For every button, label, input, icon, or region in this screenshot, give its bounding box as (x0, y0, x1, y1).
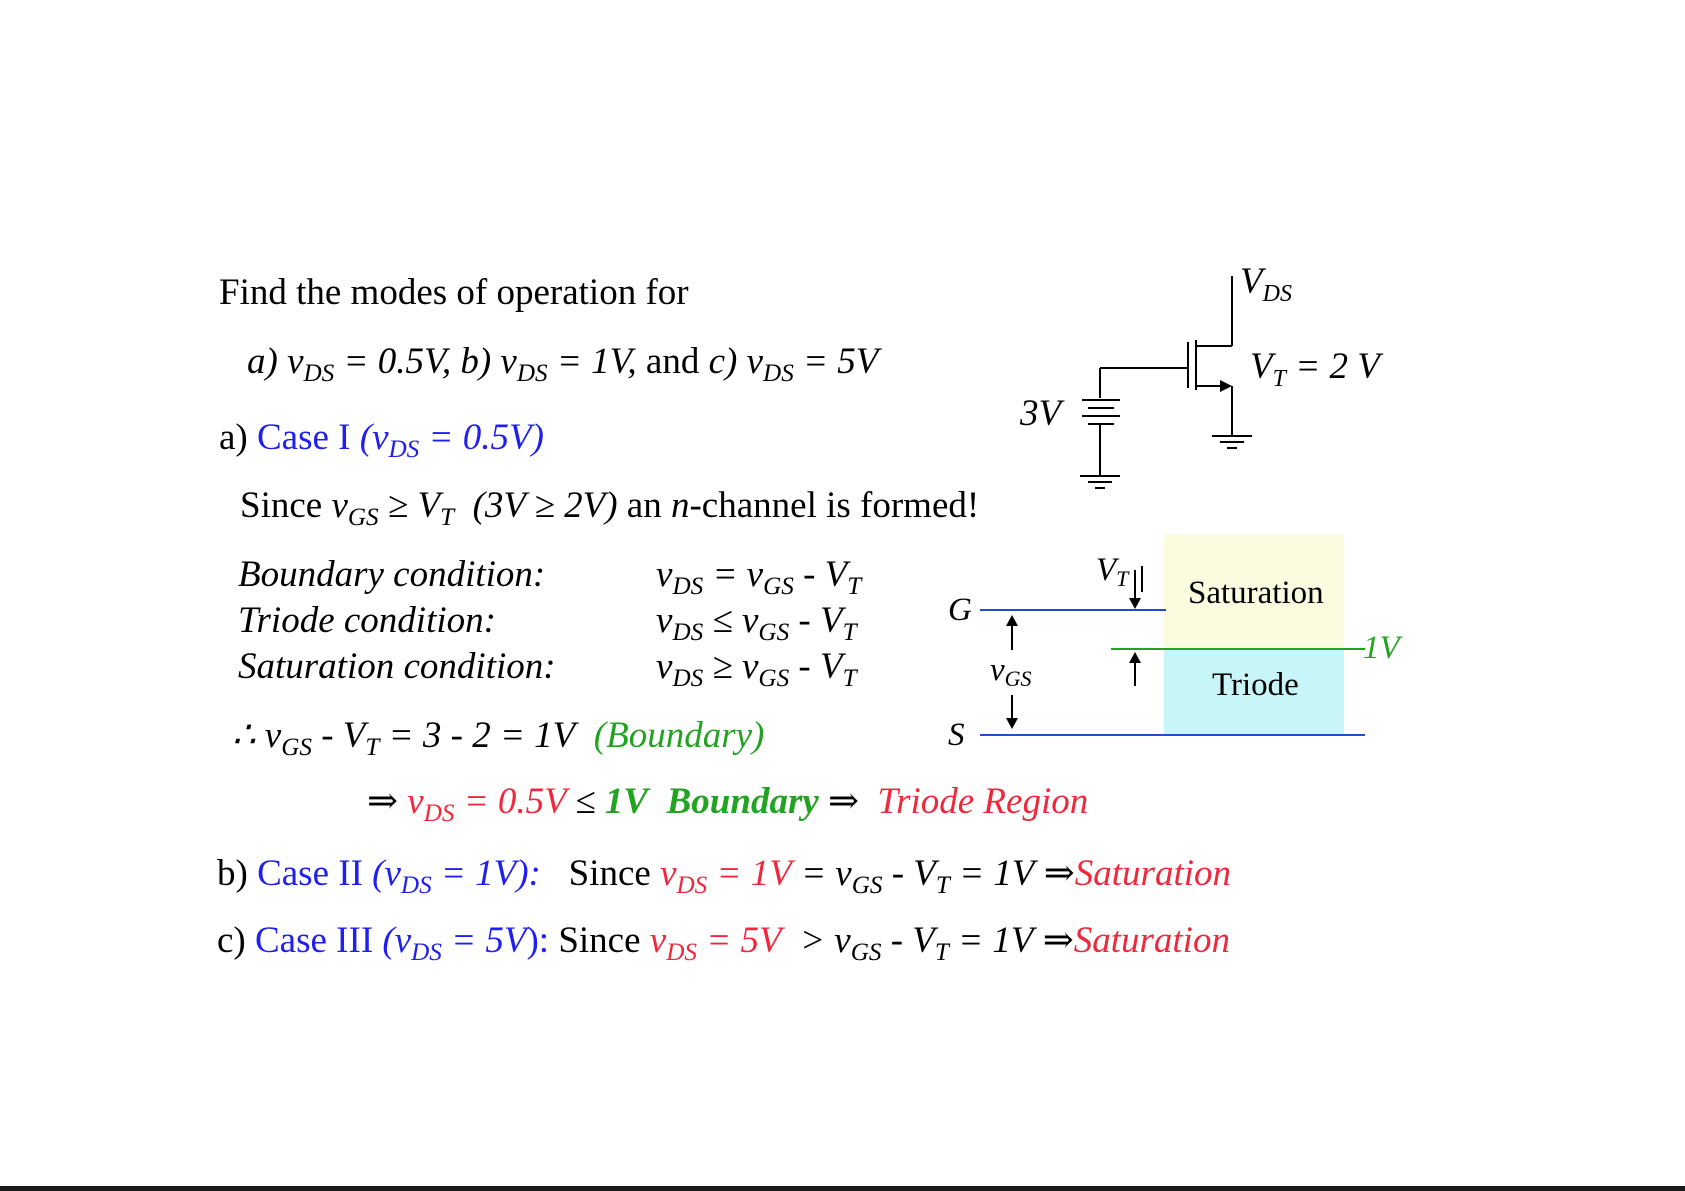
triode-text: Triode (1212, 667, 1299, 703)
triode-condition-eq: $v_{DS} \le v_{GS} - V_T$ (656, 600, 857, 647)
triode-arrow-head (1129, 652, 1141, 663)
case1-heading: a) Case I $(v_{DS} = 0.5V)$ (219, 417, 544, 464)
problem-cases-line: a) $v_{DS} = 0.5V$, b) $v_{DS} = 1V$, and c) $v_{DS} = 5V$ (247, 341, 879, 388)
case1-since-line: Since $v_{GS} \ge V_T$ (3V ≥ 2V) an n-channel is formed! (240, 485, 980, 532)
triode-condition-label: Triode condition: (238, 600, 496, 641)
vds-label: $V_{DS}$ (1240, 261, 1292, 307)
saturation-condition-eq: $v_{DS} \ge v_{GS} - V_T$ (656, 646, 857, 693)
gate-voltage-label: 3V (1020, 393, 1062, 434)
mosfet-circuit (1000, 260, 1420, 500)
region-diagram (940, 530, 1420, 750)
vt-label: $V_T = 2$ V (1250, 346, 1380, 392)
saturation-condition-label: Saturation condition: (238, 646, 556, 687)
vt-arrow-head (1129, 598, 1141, 609)
case1-result: ⇒ $v_{DS} = 0.5V \le 1V$ Boundary ⇒ Triode Region (367, 781, 1089, 828)
boundary-value-label: 1V (1363, 630, 1400, 666)
boundary-calculation: ∴ $v_{GS} - V_T = 3 - 2 = 1V$ (Boundary) (232, 715, 765, 762)
source-label: S (948, 717, 965, 750)
bottom-border (0, 1186, 1685, 1191)
source-arrow (1220, 380, 1232, 392)
gate-label: G (948, 592, 972, 628)
case3-line: c) Case III $(v_{DS} = 5V)$: Since $v_{DS} = 5V > v_{GS} - V_T = 1V$ ⇒Saturation (217, 920, 1230, 967)
vgs-arrow-up-head (1006, 615, 1018, 626)
case2-line: b) Case II $(v_{DS} = 1V)$: Since $v_{DS} = 1V = v_{GS} - V_T = 1V$ ⇒Saturation (217, 853, 1232, 900)
saturation-text: Saturation (1188, 575, 1324, 611)
vt-diagram-label: VT (1096, 552, 1129, 591)
vgs-label: vGS (990, 652, 1032, 691)
boundary-condition-label: Boundary condition: (238, 554, 546, 595)
boundary-condition-eq: $v_{DS} = v_{GS} - V_T$ (656, 554, 862, 601)
problem-intro: Find the modes of operation for (219, 272, 689, 313)
vgs-arrow-down-head (1006, 718, 1018, 729)
